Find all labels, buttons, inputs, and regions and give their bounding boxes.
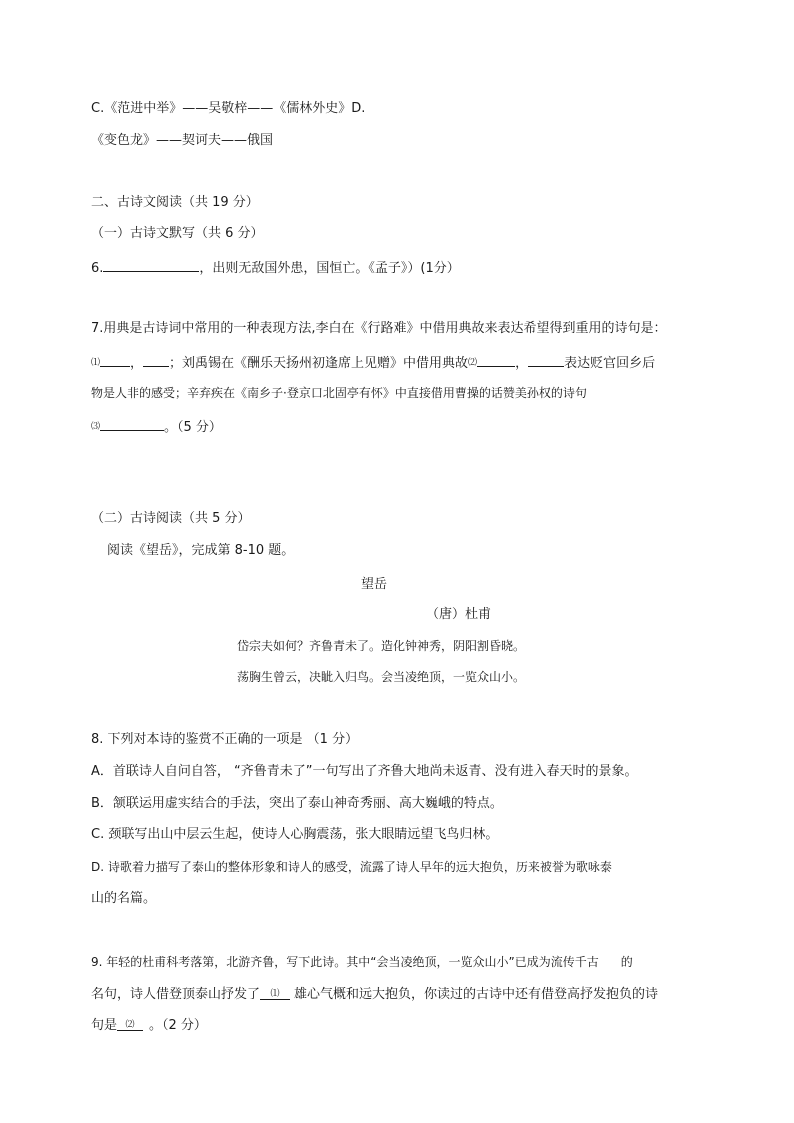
question-9-score: 。（2 分） bbox=[149, 1018, 207, 1033]
poem-title: 望岳 bbox=[361, 577, 388, 592]
answer-blank bbox=[143, 352, 169, 367]
reading-instruction: 阅读《望岳》，完成第 8-10 题。 bbox=[107, 543, 295, 558]
question-8-option-d-line-2: 山的名篇。 bbox=[91, 891, 157, 906]
blank-marker-1: ⑴ bbox=[91, 358, 101, 368]
option-c-line: C.《范进中举》——吴敬梓——《儒林外史》D. bbox=[91, 101, 366, 116]
question-9-text: 9. 年轻的杜甫科考落第，北游齐鲁，写下此诗。其中“会当凌绝顶，一览众山小”已成为流传千古 bbox=[91, 955, 599, 969]
question-9-text: 名句，诗人借登顶泰山抒发了 bbox=[91, 987, 261, 1002]
blank-marker-3: ⑶ bbox=[91, 422, 101, 432]
question-8-option-a: A．首联诗人自问自答， “齐鲁青未了”一句写出了齐鲁大地尚未返青、没有进入春天时的景象。 bbox=[91, 764, 638, 779]
subsection-title-1: （一）古诗文默写（共 6 分） bbox=[91, 226, 264, 241]
question-7-text: 表达贬官回乡后 bbox=[564, 356, 656, 371]
blank-marker-2: ⑵ bbox=[125, 1020, 135, 1030]
answer-blank bbox=[117, 1016, 143, 1031]
section-title: 二、古诗文阅读（共 19 分） bbox=[91, 195, 259, 210]
question-9-line-3 bbox=[91, 1016, 207, 1035]
punctuation: ， bbox=[130, 356, 144, 371]
answer-blank bbox=[528, 352, 564, 367]
question-7-text: ；刘禹锡在《酬乐天扬州初逢席上见赠》中借用典故 bbox=[169, 356, 469, 371]
question-8-option-d-line-1: D. 诗歌着力描写了泰山的整体形象和诗人的感受，流露了诗人早年的远大抱负，历来被誉为歌咏泰 bbox=[91, 860, 612, 874]
poem-line-1: 岱宗夫如何？齐鲁青未了。造化钟神秀，阴阳割昏晓。 bbox=[237, 639, 526, 653]
question-6-text: ，出则无敌国外患，国恒亡。《孟子》）(1分） bbox=[199, 261, 460, 276]
question-7-line-1: 7.用典是古诗词中常用的一种表现方法,李白在《行路难》中借用典故来表达希望得到重用的诗句是： bbox=[91, 321, 667, 336]
poem-author: （唐）杜甫 bbox=[426, 607, 492, 622]
option-d-line: 《变色龙》——契诃夫——俄国 bbox=[91, 133, 274, 148]
question-8-option-b: B．颔联运用虚实结合的手法，突出了泰山神奇秀丽、高大巍峨的特点。 bbox=[91, 796, 503, 811]
question-9-text: 句是 bbox=[91, 1018, 118, 1033]
question-9-text: 雄心气概和远大抱负，你读过的古诗中还有借登高抒发抱负的诗 bbox=[294, 987, 659, 1002]
answer-blank bbox=[100, 352, 130, 367]
question-7-line-2 bbox=[91, 352, 655, 373]
answer-blank bbox=[100, 416, 164, 431]
question-8-option-c: C. 颈联写出山中层云生起，使诗人心胸震荡，张大眼睛远望飞鸟归林。 bbox=[91, 827, 499, 842]
answer-blank bbox=[260, 985, 290, 1000]
answer-blank bbox=[477, 352, 515, 367]
question-7-line-3: 物是人非的感受；辛弃疾在《南乡子·登京口北固亭有怀》中直接借用曹操的话赞美孙权的诗句 bbox=[91, 386, 587, 400]
question-6 bbox=[91, 257, 460, 278]
question-9-line-2 bbox=[91, 985, 658, 1004]
question-6-number: 6. bbox=[91, 261, 104, 276]
question-7-score: 。（5 分） bbox=[164, 420, 222, 435]
subsection-title-2: （二）古诗阅读（共 5 分） bbox=[91, 511, 251, 526]
question-7-line-4 bbox=[91, 416, 222, 437]
question-9-text: 的 bbox=[620, 955, 633, 969]
question-9-line-1 bbox=[91, 953, 633, 971]
question-8-stem: 8. 下列对本诗的鉴赏不正确的一项是 （1 分） bbox=[91, 732, 359, 747]
answer-blank bbox=[103, 257, 199, 272]
poem-line-2: 荡胸生曾云，决眦入归鸟。会当凌绝顶，一览众山小。 bbox=[237, 670, 526, 684]
punctuation: ， bbox=[515, 356, 529, 371]
blank-marker-1: ⑴ bbox=[270, 989, 280, 999]
blank-marker-2: ⑵ bbox=[468, 358, 478, 368]
